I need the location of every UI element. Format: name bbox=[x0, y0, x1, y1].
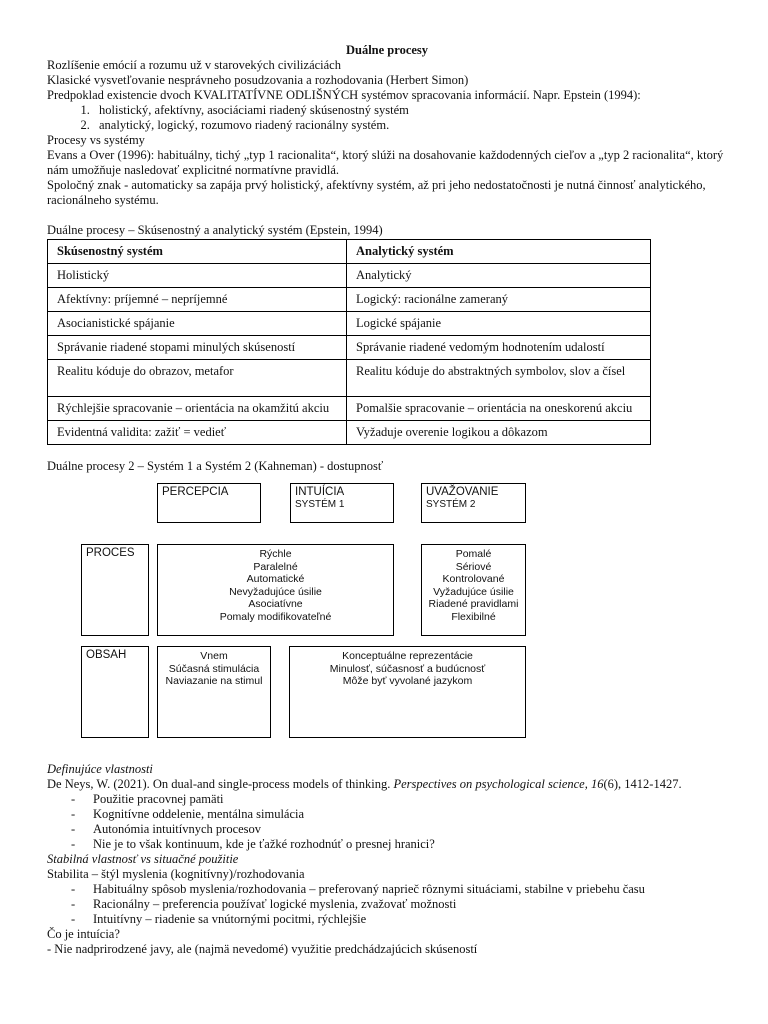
paragraph: Evans a Over (1996): habituálny, tichý „typ 1 racionalita“, ktorý slúži na dosahovanie každodenných cieľov a „typ 2 racionalita“, ktorý nám umožňuje nasledovať explicitné normatívne pravidlá. bbox=[47, 148, 724, 177]
list-item: - Nie je to však kontinuum, kde je ťažké rozhodnúť o presnej hranici? bbox=[93, 837, 727, 852]
table-cell: Rýchlejšie spracovanie – orientácia na okamžitú akciu bbox=[48, 397, 347, 421]
property-line: Pomaly modifikovateľné bbox=[219, 610, 332, 623]
uvazovanie-label: UVAŽOVANIE bbox=[426, 486, 499, 498]
property-line: Vyžadujúce úsilie bbox=[433, 585, 514, 598]
table-cell: Správanie riadené stopami minulých skúseností bbox=[48, 336, 347, 360]
obsah-system12-box bbox=[289, 646, 526, 738]
paragraph: Spoločný znak - automaticky sa zapája prvý holistický, afektívny systém, až pri jeho nedostatočnosti je nutná činnosť analytického, racionálneho systému. bbox=[47, 178, 706, 207]
obsah-box bbox=[81, 646, 149, 738]
column-header: Analytický systém bbox=[347, 240, 651, 264]
table-cell: Holistický bbox=[48, 264, 347, 288]
table-cell: Analytický bbox=[347, 264, 651, 288]
property-line: Flexibilné bbox=[451, 610, 496, 623]
stability-line: Stabilita – štýl myslenia (kognitívny)/rozhodovania bbox=[47, 867, 305, 881]
stability-list bbox=[47, 882, 727, 927]
content-line: Súčasná stimulácia bbox=[168, 662, 260, 675]
proces-system1-box bbox=[157, 544, 394, 636]
content-line: Konceptuálne reprezentácie bbox=[342, 650, 473, 662]
list-item: - Autonómia intuitívnych procesov bbox=[93, 822, 727, 837]
obsah-label: OBSAH bbox=[86, 649, 127, 661]
intro-line: Predpoklad existencie dvoch KVALITATÍVNE ODLIŠNÝCH systémov spracovania informácií. Napr. Epstein (1994): bbox=[47, 88, 641, 102]
table-cell: Afektívny: príjemné – nepríjemné bbox=[48, 288, 347, 312]
table-caption: Duálne procesy – Skúsenostný a analytický systém (Epstein, 1994) bbox=[47, 223, 383, 237]
defining-heading: Definujúce vlastnosti bbox=[47, 762, 153, 776]
table-cell: Realitu kóduje do abstraktných symbolov, slov a čísel bbox=[347, 360, 651, 397]
column-header: Skúsenostný systém bbox=[48, 240, 347, 264]
table-row bbox=[48, 421, 651, 445]
property-line: Sériové bbox=[455, 560, 492, 573]
stability-heading: Stabilná vlastnosť vs situačné použitie bbox=[47, 852, 239, 866]
property-line: Asociatívne bbox=[248, 598, 303, 610]
list-item: 1. holistický, afektívny, asociáciami riadený skúsenostný systém bbox=[93, 103, 727, 118]
obsah-percepcia-box bbox=[157, 646, 271, 738]
list-item: - Racionálny – preferencia používať logické myslenia, zvažovať možnosti bbox=[93, 897, 727, 912]
defining-list bbox=[47, 792, 727, 852]
proces-label: PROCES bbox=[86, 547, 135, 559]
table-cell: Asocianistické spájanie bbox=[48, 312, 347, 336]
table-row bbox=[48, 288, 651, 312]
systems-list bbox=[47, 103, 727, 133]
proces-box bbox=[81, 544, 149, 636]
system2-label: SYSTÉM 2 bbox=[426, 498, 476, 510]
table-row bbox=[48, 397, 651, 421]
intuition-answer: - Nie nadprirodzené javy, ale (najmä nevedomé) využitie predchádzajúcich skúseností bbox=[47, 942, 478, 956]
content-line: Môže byť vyvolané jazykom bbox=[342, 675, 473, 687]
diagram-caption: Duálne procesy 2 – Systém 1 a Systém 2 (Kahneman) - dostupnosť bbox=[47, 459, 384, 473]
section-line: Procesy vs systémy bbox=[47, 133, 145, 147]
system1-label: SYSTÉM 1 bbox=[295, 498, 345, 510]
page-title: Duálne procesy bbox=[345, 43, 429, 57]
table-cell: Evidentná validita: zažiť = vedieť bbox=[48, 421, 347, 445]
proces-system2-box bbox=[421, 544, 526, 636]
table-row bbox=[48, 360, 651, 397]
table-cell: Správanie riadené vedomým hodnotením udalostí bbox=[347, 336, 651, 360]
list-item: - Použitie pracovnej pamäti bbox=[93, 792, 727, 807]
document-page bbox=[47, 43, 727, 957]
list-item: 2. analytický, logický, rozumovo riadený racionálny systém. bbox=[93, 118, 727, 133]
uvazovanie-box bbox=[421, 483, 526, 523]
content-line: Naviazanie na stimul bbox=[165, 675, 263, 687]
table-row bbox=[48, 312, 651, 336]
table-header-row bbox=[48, 240, 651, 264]
table-row bbox=[48, 336, 651, 360]
reference: De Neys, W. (2021). On dual-and single-process models of thinking. Perspectives on psychological science, 16(6), 1412-1427. bbox=[47, 777, 682, 791]
content-line: Vnem bbox=[200, 650, 228, 662]
table-cell: Logický: racionálne zameraný bbox=[347, 288, 651, 312]
table-cell: Realitu kóduje do obrazov, metafor bbox=[48, 360, 347, 397]
intro-line: Rozlíšenie emócií a rozumu už v starovekých civilizáciách bbox=[47, 58, 341, 72]
list-item: - Habituálny spôsob myslenia/rozhodovania – preferovaný naprieč rôznymi situáciami, stabilne v priebehu času bbox=[93, 882, 727, 897]
list-item: - Intuitívny – riadenie sa vnútornými pocitmi, rýchlejšie bbox=[93, 912, 727, 927]
intuicia-box bbox=[290, 483, 394, 523]
percepcia-box bbox=[157, 483, 261, 523]
property-line: Riadené pravidlami bbox=[428, 598, 519, 610]
intro-line: Klasické vysvetľovanie nesprávneho posudzovania a rozhodovania (Herbert Simon) bbox=[47, 73, 469, 87]
kahneman-diagram bbox=[47, 478, 727, 748]
table-cell: Pomalšie spracovanie – orientácia na oneskorenú akciu bbox=[347, 397, 651, 421]
table-cell: Logické spájanie bbox=[347, 312, 651, 336]
table-cell: Vyžaduje overenie logikou a dôkazom bbox=[347, 421, 651, 445]
property-line: Kontrolované bbox=[442, 573, 505, 585]
comparison-table bbox=[47, 239, 651, 445]
property-line: Nevyžadujúce úsilie bbox=[229, 585, 322, 598]
property-line: Automatické bbox=[246, 573, 305, 585]
intuicia-label: INTUÍCIA bbox=[295, 486, 345, 498]
property-line: Paralelné bbox=[253, 560, 298, 573]
intuition-question: Čo je intuícia? bbox=[47, 927, 120, 941]
percepcia-label: PERCEPCIA bbox=[162, 486, 229, 498]
table-row bbox=[48, 264, 651, 288]
property-line: Rýchle bbox=[259, 548, 292, 560]
content-line: Minulosť, súčasnosť a budúcnosť bbox=[329, 662, 486, 675]
property-line: Pomalé bbox=[455, 548, 492, 560]
list-item: - Kognitívne oddelenie, mentálna simulácia bbox=[93, 807, 727, 822]
